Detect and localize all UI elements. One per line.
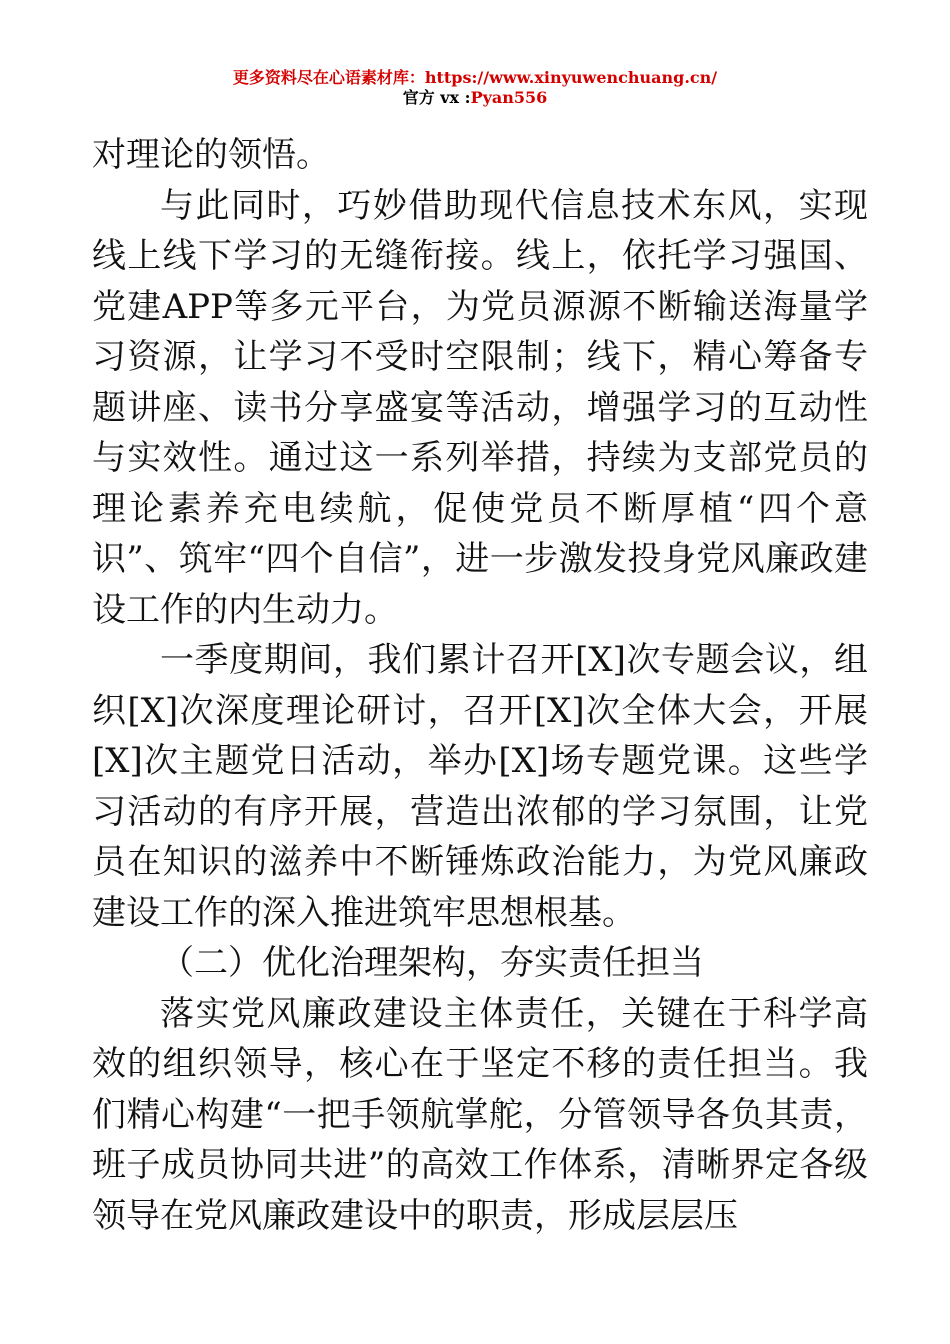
page-header	[0, 68, 950, 108]
vx-label: 官方 vx :	[402, 88, 471, 107]
paragraph-responsibility: 落实党风廉政建设主体责任，关键在于科学高效的组织领导，核心在于坚定不移的责任担当。我们精心构建“一把手领航掌舵，分管领导各负其责，班子成员协同共进”的高效工作体系，清晰界定各级领导在党风廉政建设中的职责，形成层层压	[92, 993, 868, 1236]
document-body	[92, 130, 868, 1241]
resource-link-text: 更多资料尽在心语素材库：https://www.xinyuwenchuang.cn/	[232, 68, 718, 87]
vx-id: Pyan556	[470, 88, 548, 107]
paragraph-online-offline-learning: 与此同时，巧妙借助现代信息技术东风，实现线上线下学习的无缝衔接。线上，依托学习强国、党建APP等多元平台，为党员源源不断输送海量学习资源，让学习不受时空限制；线下，精心筹备专题讲座、读书分享盛宴等活动，增强学习的互动性与实效性。通过这一系列举措，持续为支部党员的理论素养充电续航，促使党员不断厚植“四个意识”、筑牢“四个自信”，进一步激发投身党风廉政建设工作的内生动力。	[92, 185, 868, 630]
paragraph-quarter-activities: 一季度期间，我们累计召开[X]次专题会议，组织[X]次深度理论研讨，召开[X]次全体大会，开展[X]次主题党日活动，举办[X]场专题党课。这些学习活动的有序开展，营造出浓郁的学习氛围，让党员在知识的滋养中不断锤炼政治能力，为党风廉政建设工作的深入推进筑牢思想根基。	[92, 640, 868, 933]
paragraph-continuation: 对理论的领悟。	[92, 135, 330, 175]
section-heading: （二）优化治理架构，夯实责任担当	[160, 943, 704, 983]
official-vx-line	[0, 88, 950, 108]
